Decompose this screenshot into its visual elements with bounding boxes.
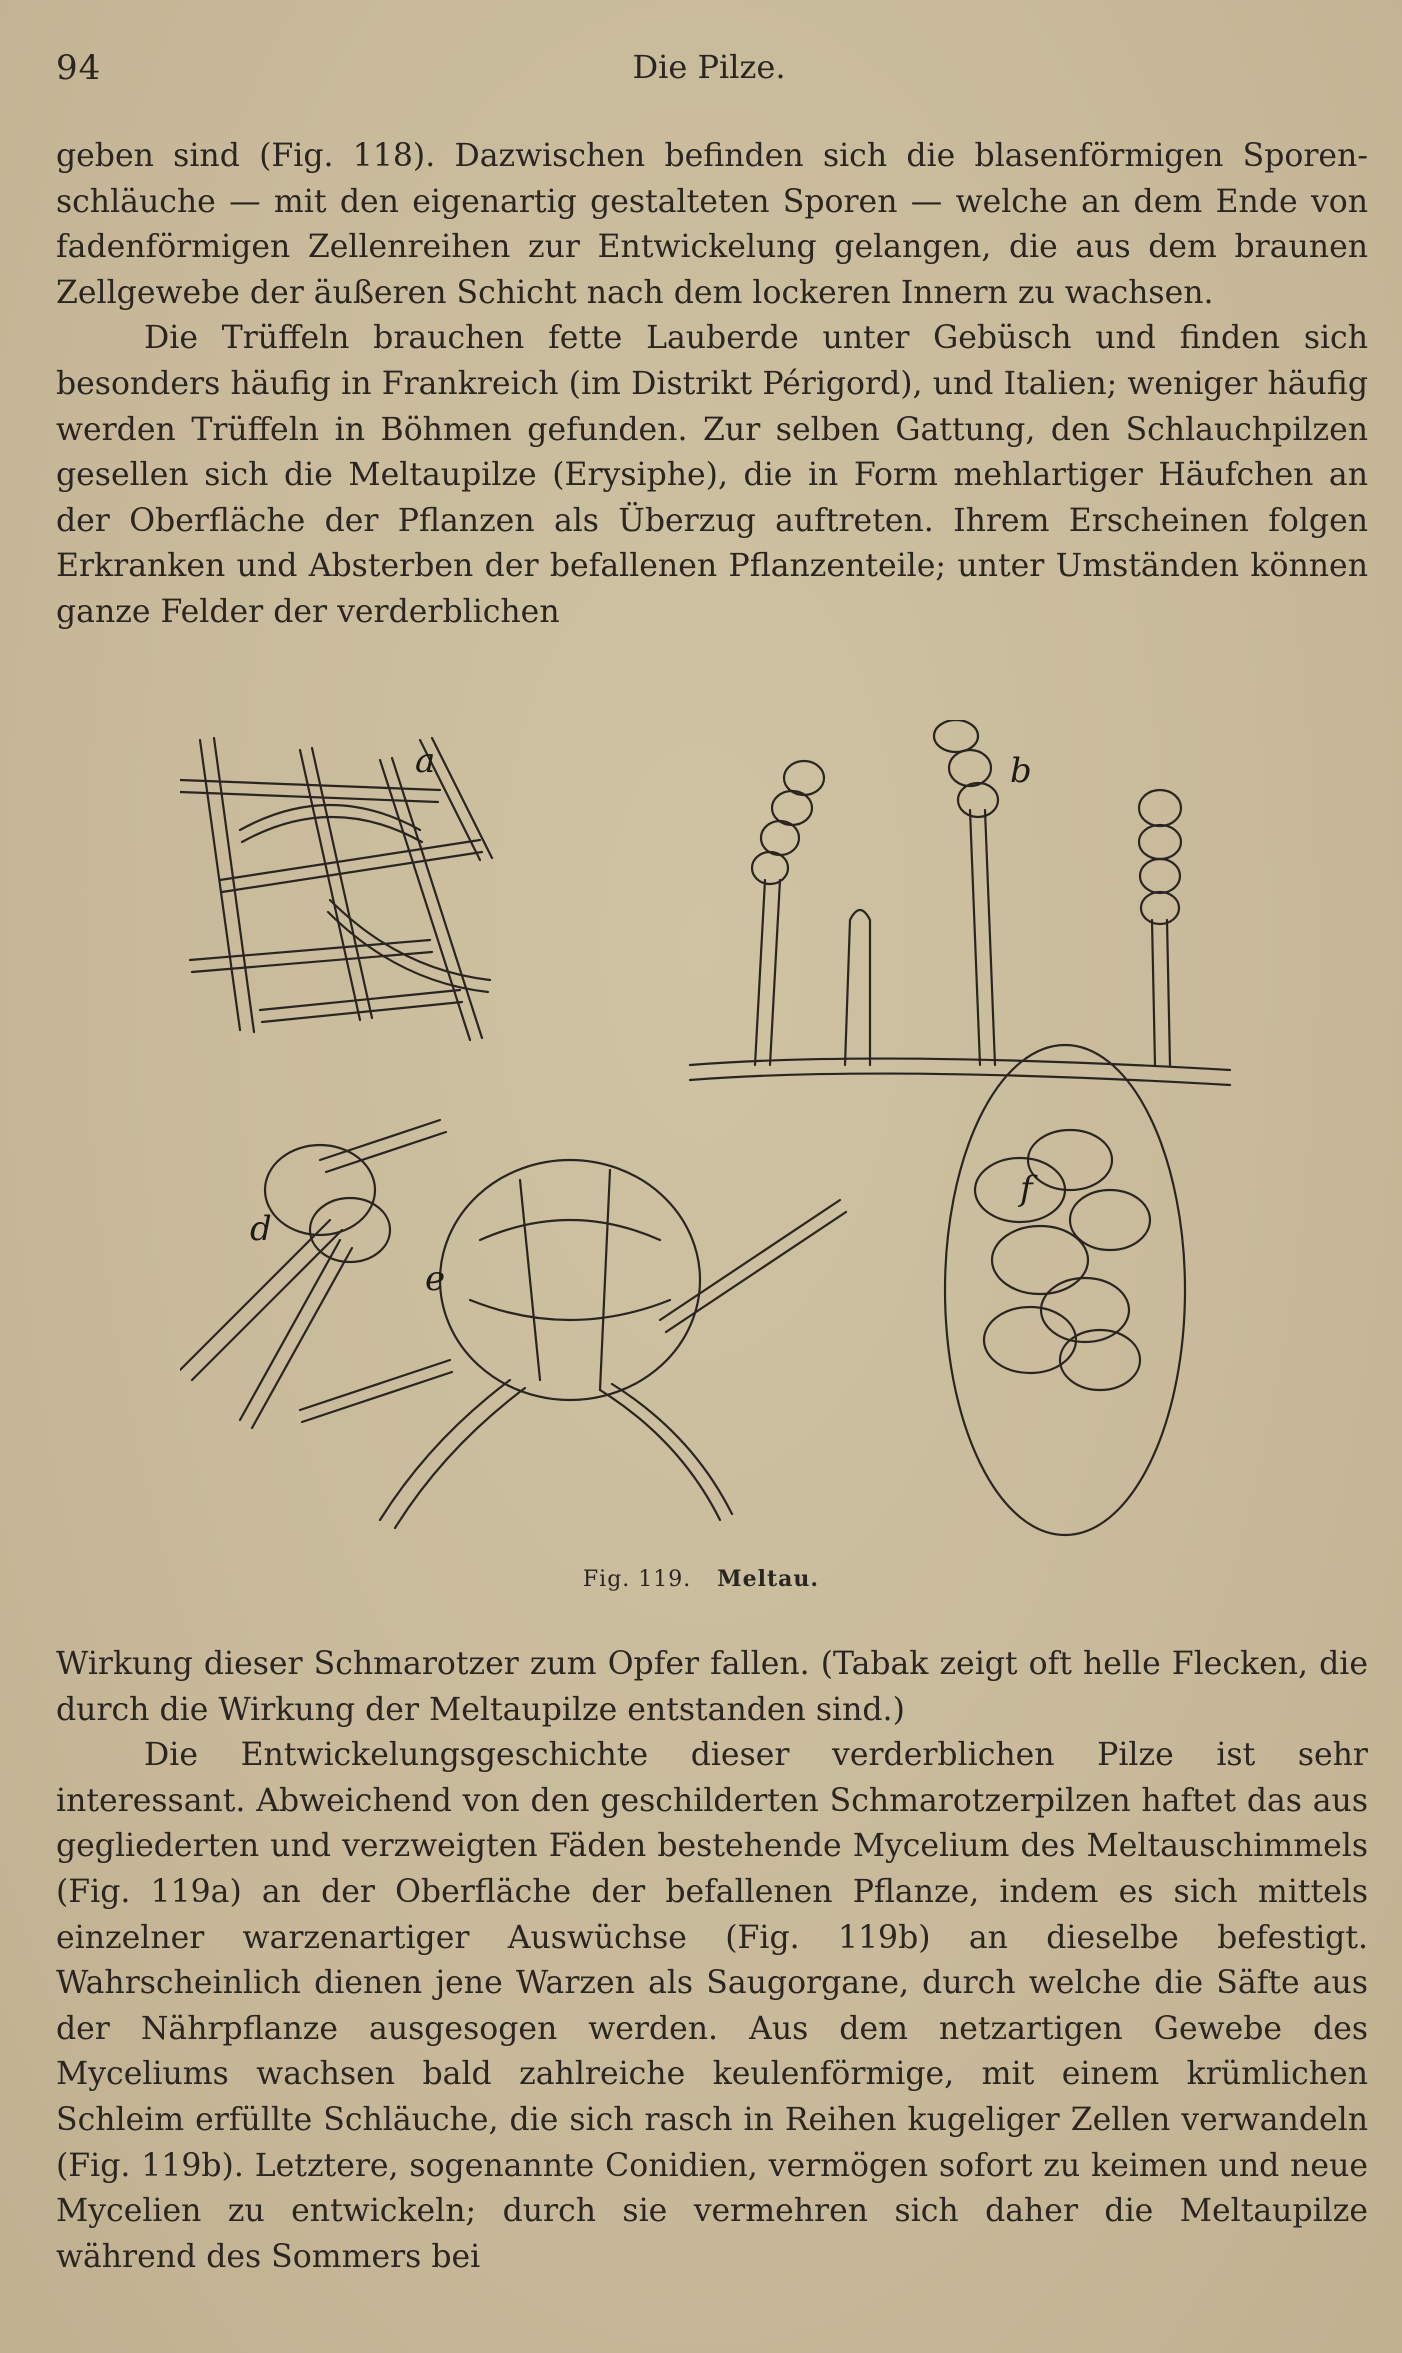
panel-a-mycelium (180, 738, 492, 1040)
figure-label-a: a (415, 741, 436, 781)
figure-label-f: f (1020, 1169, 1033, 1209)
text-block-top (56, 134, 1368, 636)
paragraph: Wirkung dieser Schmarotzer zum Opfer fallen. (Tabak zeigt oft helle Flecken, die durch die Wirkung der Meltaupilze entstanden sind.) (56, 1646, 1368, 1728)
text-block-bottom (56, 1642, 1368, 2280)
panel-d-haustorium (180, 1120, 446, 1428)
panel-f-ascus (945, 1045, 1185, 1535)
paragraph: geben sind (Fig. 118). Dazwischen befinden sich die blasenförmigen Sporenschläuche — mit den eigenartig gestalteten Sporen — welche an dem Ende von fadenförmigen Zellenreihen zur Entwickelung gelangen, die aus dem braunen Zellgewebe der äußeren Schicht nach dem lockeren Innern zu wachsen. (56, 138, 1368, 311)
figure-label-e: e (425, 1259, 446, 1299)
figure-label-d: d (250, 1209, 272, 1249)
mildew-drawing (180, 720, 1260, 1550)
page-header (56, 48, 1362, 98)
figure-caption-number: Fig. 119. (582, 1567, 692, 1592)
panel-b-conidia (690, 720, 1230, 1085)
figure-caption-title: Meltau. (717, 1566, 820, 1592)
figure-label-b: b (1010, 751, 1032, 791)
running-head: Die Pilze. (632, 48, 786, 86)
figure-caption (0, 1566, 1402, 1592)
page-number: 94 (56, 48, 102, 88)
panel-e-perithecium (300, 1160, 846, 1528)
paragraph: Die Entwickelungsgeschichte dieser verderblichen Pilze ist sehr interessant. Abweichend von den geschilderten Schmarotzerpilzen haftet das aus gegliederten und verzweigten Fäden bestehende Mycelium des Meltauschimmels (Fig. 119a) an der Oberfläche der befallenen Pflanze, indem es sich mittels einzelner warzenartiger Auswüchse (Fig. 119b) an dieselbe befestigt. Wahrscheinlich dienen jene Warzen als Saugorgane, durch welche die Säfte aus der Nährpflanze ausgesogen werden. Aus dem netzartigen Gewebe des Myceliums wachsen bald zahlreiche keulenförmige, mit einem krümlichen Schleim erfüllte Schläuche, die sich rasch in Reihen kugeliger Zellen verwandeln (Fig. 119b). Letztere, sogenannte Conidien, vermögen sofort zu keimen und neue Mycelien zu entwickeln; durch sie vermehren sich daher die Meltaupilze während des Sommers bei (56, 1737, 1368, 2275)
paragraph: Die Trüffeln brauchen fette Lauberde unter Gebüsch und finden sich besonders häufig in Frankreich (im Distrikt Périgord), und Italien; weniger häufig werden Trüffeln in Böhmen gefunden. Zur selben Gattung, den Schlauchpilzen gesellen sich die Meltaupilze (Erysiphe), die in Form mehlartiger Häufchen an der Oberfläche der Pflanzen als Überzug auftreten. Ihrem Erscheinen folgen Erkranken und Absterben der befallenen Pflanzenteile; unter Umständen können ganze Felder der verderblichen (56, 320, 1368, 630)
figure-mildew-illustration (180, 720, 1260, 1550)
